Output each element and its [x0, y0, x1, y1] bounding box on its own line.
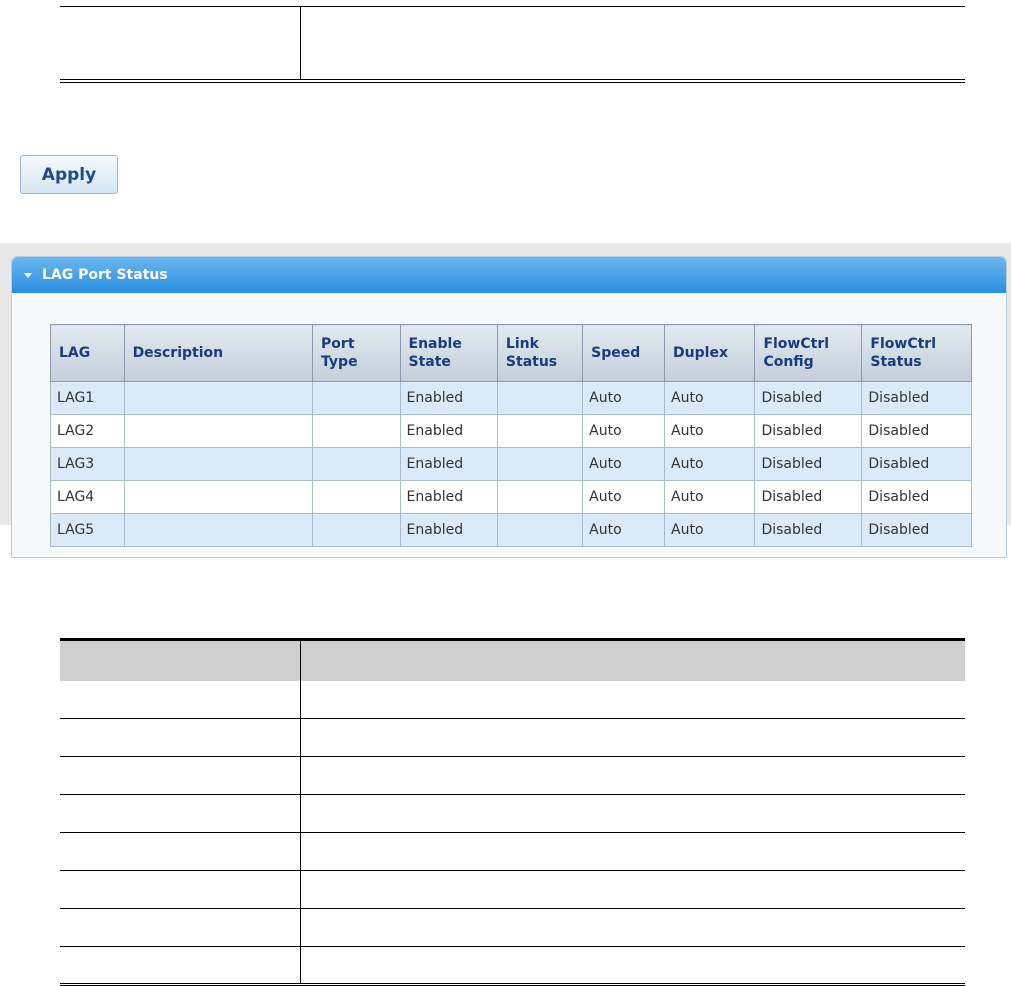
table-cell: Auto	[665, 481, 755, 514]
column-header	[583, 325, 665, 382]
table-cell: Disabled	[862, 514, 972, 547]
table-cell: Auto	[583, 382, 665, 415]
table-cell: Disabled	[755, 382, 862, 415]
top-doc-table-divider	[300, 7, 301, 79]
table-cell	[124, 448, 312, 481]
column-header-text: Status	[505, 354, 558, 370]
table-cell: Auto	[665, 448, 755, 481]
doc-row	[60, 871, 965, 909]
header-cell-object	[60, 641, 301, 681]
table-cell	[313, 481, 400, 514]
lag-status-table	[50, 324, 972, 547]
table-cell	[313, 514, 400, 547]
column-header-text: Config	[763, 354, 814, 370]
column-header	[665, 325, 755, 382]
column-header-text: Enable	[408, 336, 462, 352]
doc-row	[60, 719, 965, 757]
table-cell	[497, 448, 582, 481]
table-cell: LAG2	[51, 415, 125, 448]
doc-row	[60, 681, 965, 719]
table-cell	[497, 481, 582, 514]
bottom-doc-table	[60, 638, 965, 986]
doc-row	[60, 947, 965, 986]
column-header-text: FlowCtrl	[870, 336, 936, 352]
table-cell: Auto	[665, 382, 755, 415]
table-cell: Auto	[583, 481, 665, 514]
top-doc-table-rule-double	[60, 82, 965, 83]
table-body	[51, 382, 972, 547]
column-header-text: State	[408, 354, 451, 370]
table-cell: Disabled	[755, 415, 862, 448]
column-header	[400, 325, 497, 382]
panel-header[interactable]	[12, 257, 1006, 293]
bottom-doc-table-header	[60, 641, 965, 681]
table-row	[51, 415, 972, 448]
table-cell	[497, 415, 582, 448]
table-cell	[313, 415, 400, 448]
table-row	[51, 514, 972, 547]
table-cell: Auto	[583, 514, 665, 547]
table-cell: Auto	[665, 514, 755, 547]
column-header-text: Type	[321, 354, 358, 370]
table-cell	[497, 514, 582, 547]
table-cell: Disabled	[755, 514, 862, 547]
panel-title: LAG Port Status	[42, 267, 168, 283]
top-doc-table	[60, 6, 965, 83]
table-cell	[124, 415, 312, 448]
column-header-text: LAG	[59, 345, 91, 361]
table-cell: LAG3	[51, 448, 125, 481]
table-cell: Disabled	[862, 382, 972, 415]
table-cell	[124, 382, 312, 415]
table-cell: Enabled	[400, 415, 497, 448]
table-row	[51, 448, 972, 481]
table-cell: Enabled	[400, 382, 497, 415]
table-cell: Disabled	[755, 481, 862, 514]
column-header-text: Status	[870, 354, 922, 370]
table-cell	[497, 382, 582, 415]
column-header	[124, 325, 312, 382]
column-header-text: Port	[321, 336, 355, 352]
table-row	[51, 382, 972, 415]
column-header-text: Speed	[591, 345, 641, 361]
doc-row	[60, 909, 965, 947]
doc-row	[60, 795, 965, 833]
column-header	[497, 325, 582, 382]
table-cell: Auto	[665, 415, 755, 448]
top-doc-table-rule	[60, 79, 965, 80]
doc-row	[60, 833, 965, 871]
table-cell: LAG4	[51, 481, 125, 514]
table-cell: Disabled	[862, 448, 972, 481]
table-cell	[124, 481, 312, 514]
table-cell: Disabled	[755, 448, 862, 481]
table-cell: Auto	[583, 415, 665, 448]
table-cell: Enabled	[400, 481, 497, 514]
table-cell	[124, 514, 312, 547]
column-header	[313, 325, 400, 382]
doc-row	[60, 757, 965, 795]
column-header	[862, 325, 972, 382]
column-header	[51, 325, 125, 382]
column-header-text: Link	[505, 336, 539, 352]
table-cell	[313, 382, 400, 415]
table-cell: Enabled	[400, 448, 497, 481]
table-cell: LAG1	[51, 382, 125, 415]
lag-port-status-screenshot	[0, 243, 1011, 538]
table-header-row	[51, 325, 972, 382]
caret-down-icon[interactable]	[24, 273, 32, 278]
table-cell: Auto	[583, 448, 665, 481]
table-cell: Disabled	[862, 481, 972, 514]
column-header-text: FlowCtrl	[763, 336, 830, 352]
table-cell: Disabled	[862, 415, 972, 448]
header-cell-description	[301, 641, 965, 681]
table-cell: Enabled	[400, 514, 497, 547]
table-row	[51, 481, 972, 514]
column-header-text: Description	[132, 345, 224, 361]
lag-port-status-panel	[11, 256, 1007, 558]
column-header-text: Duplex	[673, 345, 728, 361]
table-cell: LAG5	[51, 514, 125, 547]
apply-button[interactable]: Apply	[20, 155, 118, 194]
column-header	[755, 325, 862, 382]
table-cell	[313, 448, 400, 481]
